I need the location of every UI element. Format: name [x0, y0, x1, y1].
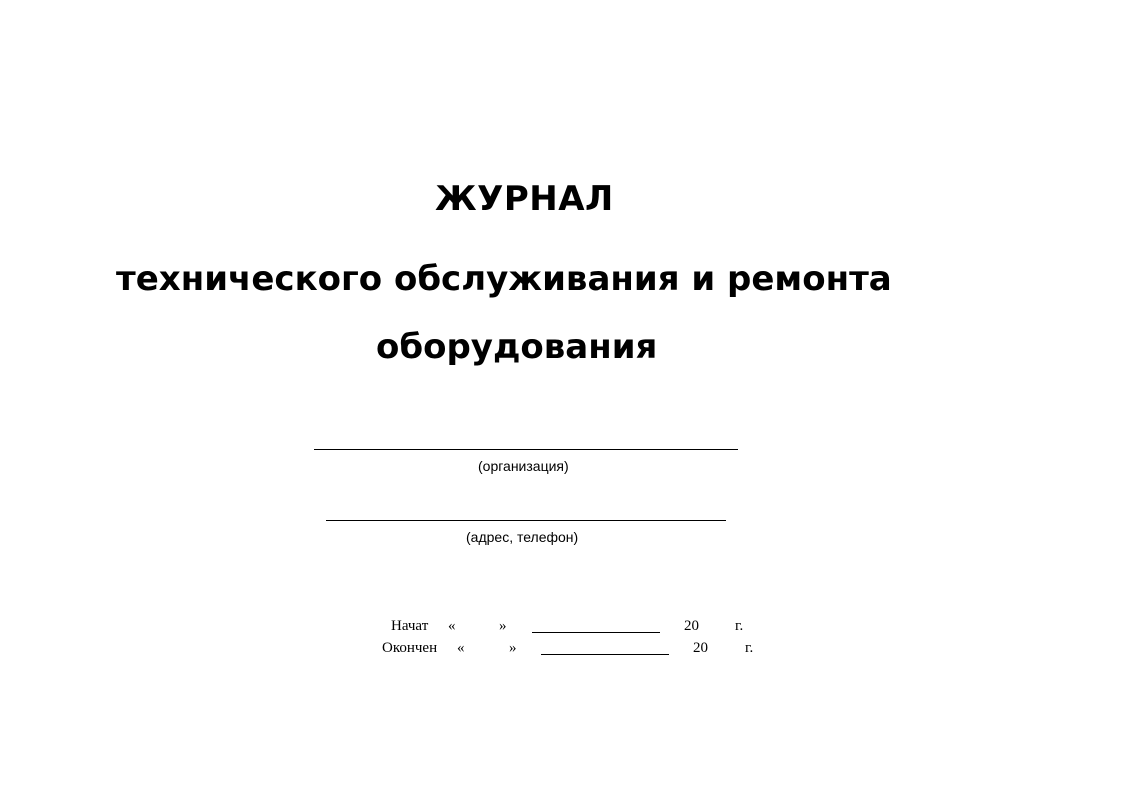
address-blank-line — [326, 520, 726, 521]
address-caption: (адрес, телефон) — [466, 529, 579, 545]
started-month-blank — [532, 632, 660, 633]
finished-year-suffix: г. — [745, 640, 754, 656]
started-year-prefix: 20 — [684, 618, 699, 634]
finished-close-quote: » — [509, 640, 517, 656]
started-date-row — [391, 619, 751, 637]
document-subtitle-line2: оборудования — [376, 327, 658, 367]
started-label: Начат — [391, 618, 429, 634]
document-subtitle-line1: технического обслуживания и ремонта — [116, 259, 892, 299]
finished-label: Окончен — [382, 640, 438, 656]
finished-month-blank — [541, 654, 669, 655]
document-title: ЖУРНАЛ — [435, 179, 614, 219]
finished-open-quote: « — [457, 640, 465, 656]
started-open-quote: « — [448, 618, 456, 634]
finished-date-row — [382, 641, 762, 659]
started-year-suffix: г. — [735, 618, 744, 634]
organization-blank-line — [314, 449, 738, 450]
finished-year-prefix: 20 — [693, 640, 708, 656]
organization-caption: (организация) — [478, 458, 569, 474]
started-close-quote: » — [499, 618, 507, 634]
